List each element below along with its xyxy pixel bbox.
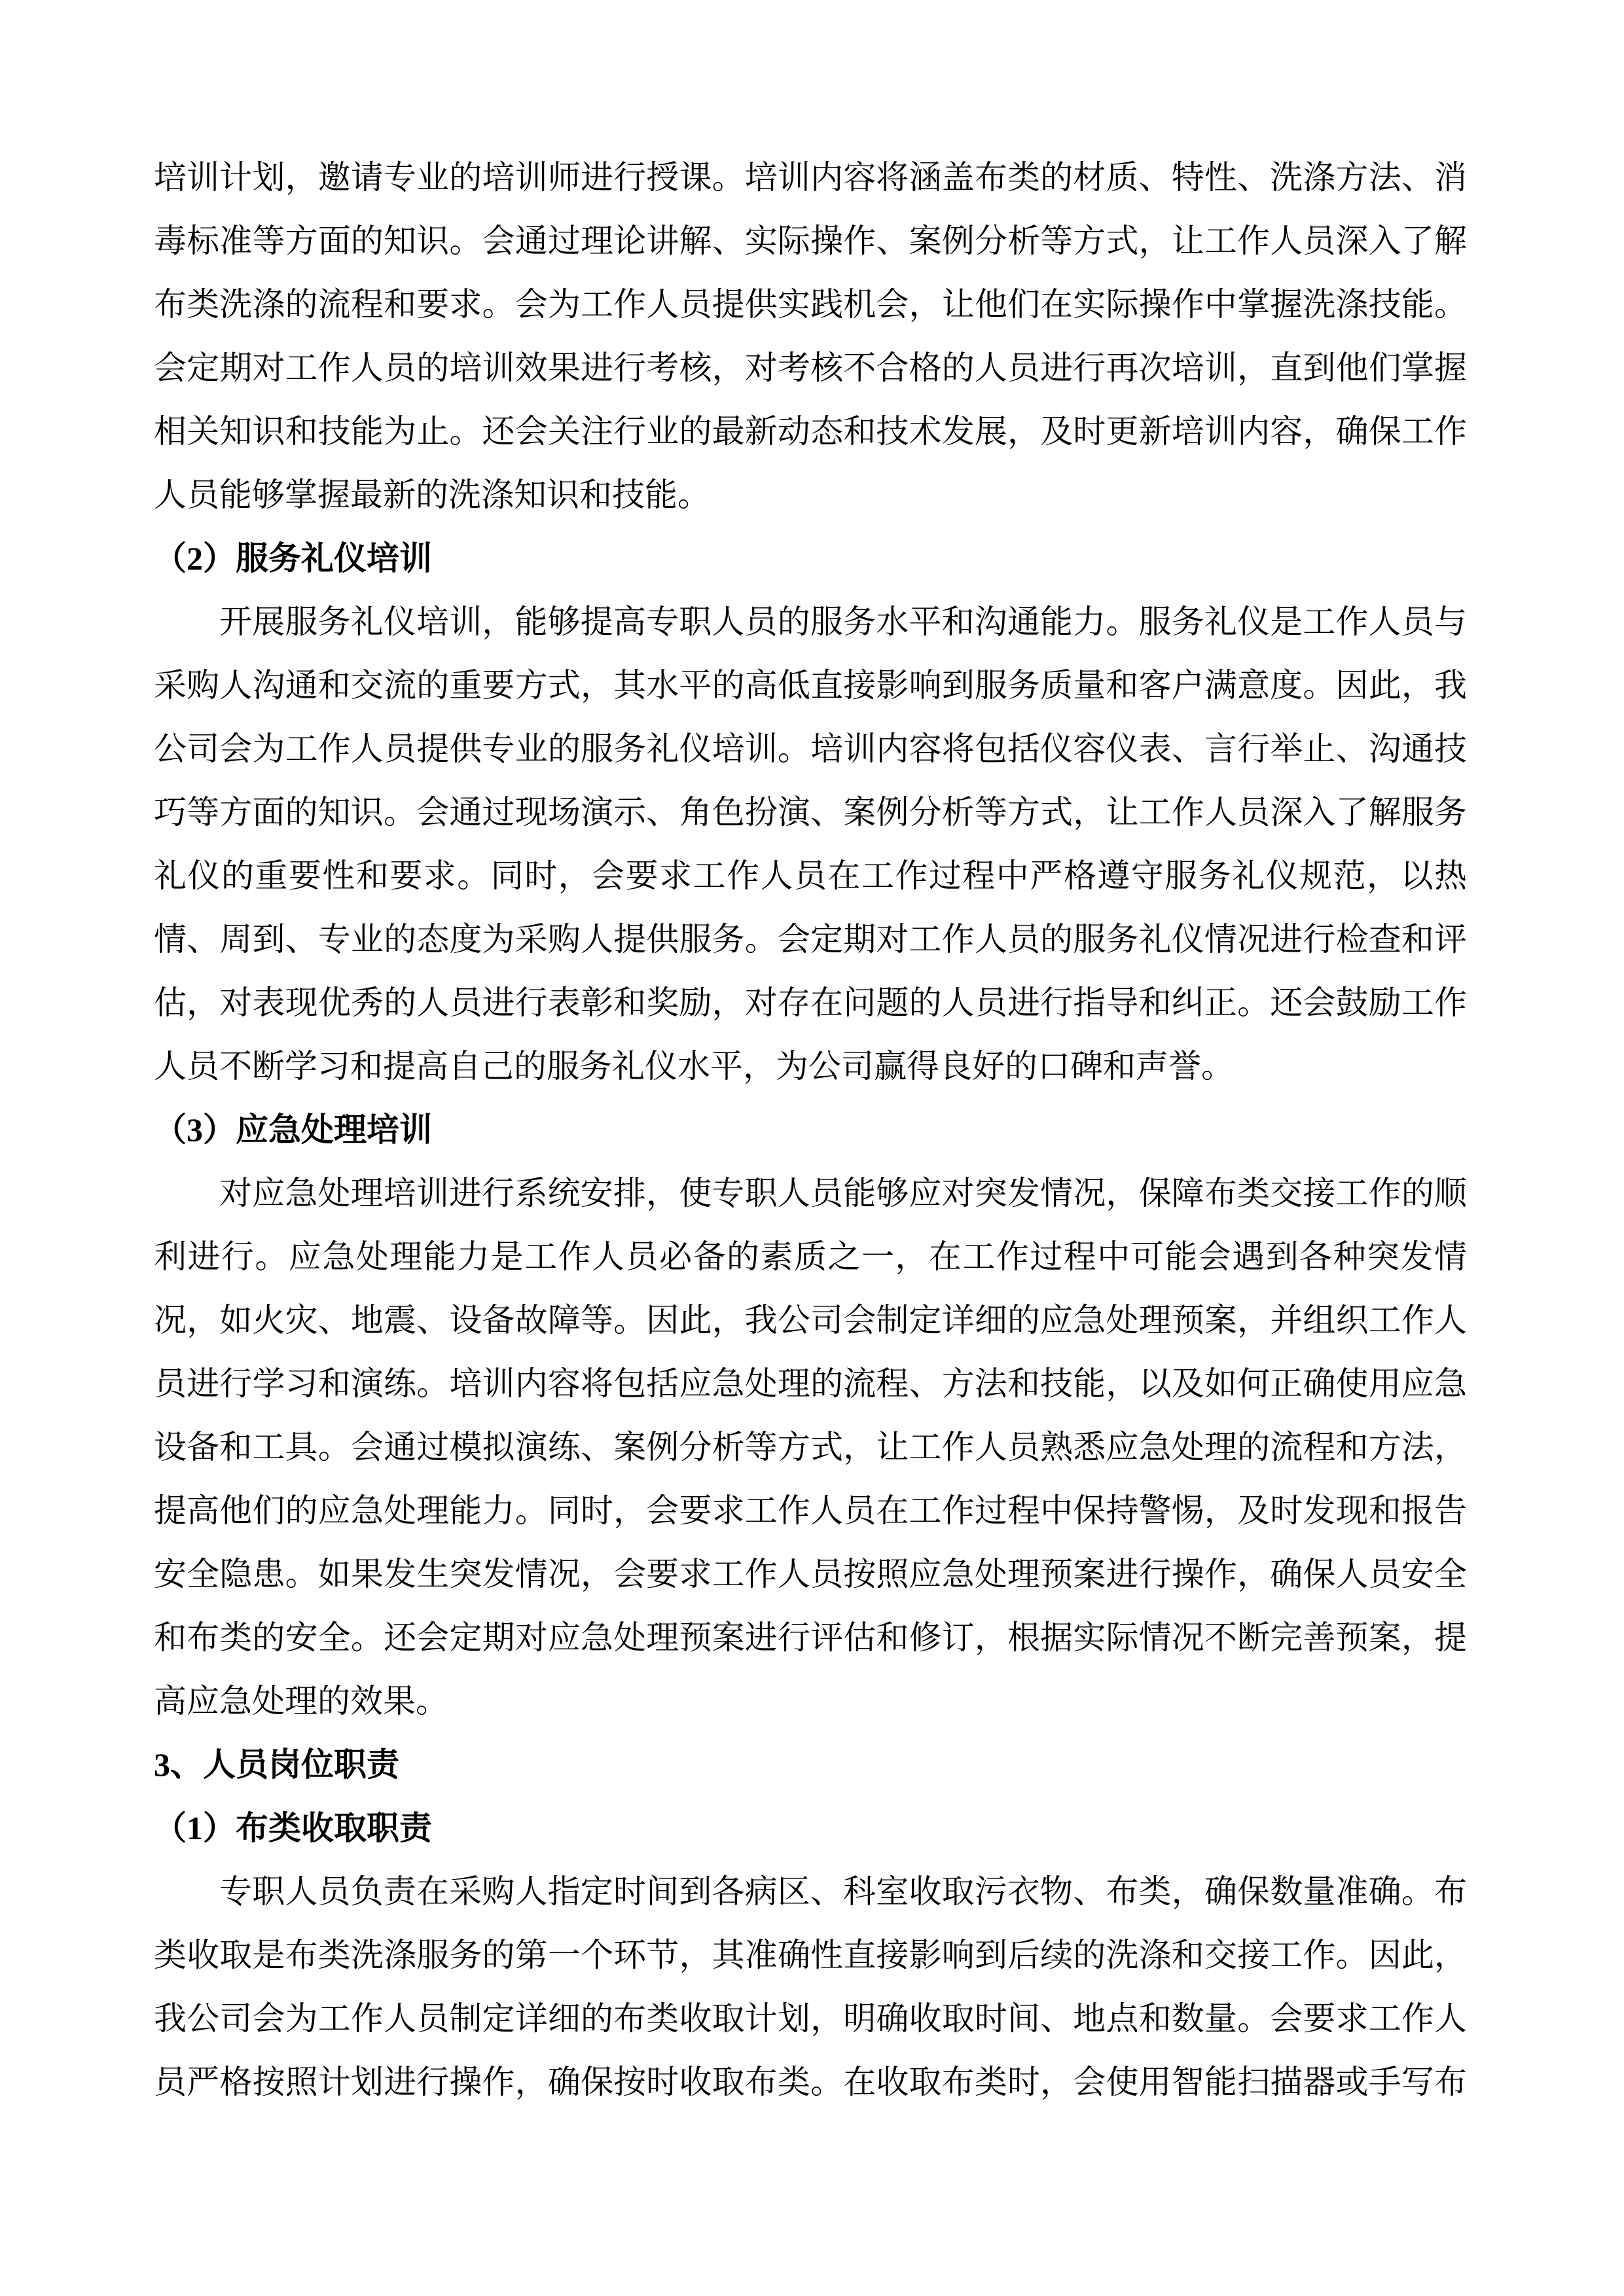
para-emergency-handling-training-line: 安全隐患。如果发生突发情况，会要求工作人员按照应急处理预案进行操作，确保人员安全 bbox=[154, 1556, 1467, 1592]
para-service-etiquette-training-line: 公司会为工作人员提供专业的服务礼仪培训。培训内容将包括仪容仪表、言行举止、沟通技 bbox=[154, 730, 1467, 767]
heading-staff-post-duties: 3、人员岗位职责 bbox=[154, 1746, 399, 1783]
para-washing-training-continued-line: 人员能够掌握最新的洗涤知识和技能。 bbox=[154, 476, 710, 513]
para-linen-collection-duty-line: 类收取是布类洗涤服务的第一个环节，其准确性直接影响到后续的洗涤和交接工作。因此， bbox=[154, 1937, 1467, 1973]
para-service-etiquette-training-line: 采购人沟通和交流的重要方式，其水平的高低直接影响到服务质量和客户满意度。因此，我 bbox=[154, 667, 1467, 704]
para-washing-training-continued-line: 毒标准等方面的知识。会通过理论讲解、实际操作、案例分析等方式，让工作人员深入了解 bbox=[154, 223, 1467, 259]
para-linen-collection-duty-line: 员严格按照计划进行操作，确保按时收取布类。在收取布类时，会使用智能扫描器或手写布 bbox=[154, 2064, 1467, 2100]
para-emergency-handling-training-line: 高应急处理的效果。 bbox=[154, 1683, 448, 1719]
para-emergency-handling-training-line: 利进行。应急处理能力是工作人员必备的素质之一，在工作过程中可能会遇到各种突发情 bbox=[154, 1238, 1467, 1275]
para-emergency-handling-training-line: 况，如火灾、地震、设备故障等。因此，我公司会制定详细的应急处理预案，并组织工作人 bbox=[154, 1302, 1467, 1338]
para-emergency-handling-training-line: 员进行学习和演练。培训内容将包括应急处理的流程、方法和技能，以及如何正确使用应急 bbox=[154, 1365, 1467, 1402]
heading-emergency-handling-training: （3）应急处理培训 bbox=[154, 1111, 432, 1148]
para-service-etiquette-training-line: 估，对表现优秀的人员进行表彰和奖励，对存在问题的人员进行指导和纠正。还会鼓励工作 bbox=[154, 984, 1467, 1021]
para-service-etiquette-training-line: 开展服务礼仪培训，能够提高专职人员的服务水平和沟通能力。服务礼仪是工作人员与 bbox=[219, 603, 1467, 640]
page-content bbox=[154, 146, 1467, 2114]
para-service-etiquette-training-line: 礼仪的重要性和要求。同时，会要求工作人员在工作过程中严格遵守服务礼仪规范，以热 bbox=[154, 857, 1467, 894]
para-linen-collection-duty-line: 我公司会为工作人员制定详细的布类收取计划，明确收取时间、地点和数量。会要求工作人 bbox=[154, 2000, 1467, 2037]
para-service-etiquette-training-line: 巧等方面的知识。会通过现场演示、角色扮演、案例分析等方式，让工作人员深入了解服务 bbox=[154, 794, 1467, 831]
para-washing-training-continued-line: 培训计划，邀请专业的培训师进行授课。培训内容将涵盖布类的材质、特性、洗涤方法、消 bbox=[154, 159, 1467, 196]
para-washing-training-continued-line: 布类洗涤的流程和要求。会为工作人员提供实践机会，让他们在实际操作中掌握洗涤技能。 bbox=[154, 286, 1467, 323]
para-service-etiquette-training-line: 情、周到、专业的态度为采购人提供服务。会定期对工作人员的服务礼仪情况进行检查和评 bbox=[154, 921, 1467, 958]
para-washing-training-continued-line: 相关知识和技能为止。还会关注行业的最新动态和技术发展，及时更新培训内容，确保工作 bbox=[154, 413, 1467, 450]
heading-service-etiquette-training: （2）服务礼仪培训 bbox=[154, 540, 432, 577]
heading-linen-collection-duty: （1）布类收取职责 bbox=[154, 1810, 432, 1846]
para-linen-collection-duty-line: 专职人员负责在采购人指定时间到各病区、科室收取污衣物、布类，确保数量准确。布 bbox=[219, 1873, 1467, 1910]
para-emergency-handling-training-line: 对应急处理培训进行系统安排，使专职人员能够应对突发情况，保障布类交接工作的顺 bbox=[219, 1175, 1467, 1211]
para-washing-training-continued-line: 会定期对工作人员的培训效果进行考核，对考核不合格的人员进行再次培训，直到他们掌握 bbox=[154, 350, 1467, 386]
para-emergency-handling-training-line: 和布类的安全。还会定期对应急处理预案进行评估和修订，根据实际情况不断完善预案，提 bbox=[154, 1619, 1467, 1656]
para-emergency-handling-training-line: 设备和工具。会通过模拟演练、案例分析等方式，让工作人员熟悉应急处理的流程和方法， bbox=[154, 1429, 1467, 1465]
para-emergency-handling-training-line: 提高他们的应急处理能力。同时，会要求工作人员在工作过程中保持警惕，及时发现和报告 bbox=[154, 1492, 1467, 1529]
para-service-etiquette-training-line: 人员不断学习和提高自己的服务礼仪水平，为公司赢得良好的口碑和声誉。 bbox=[154, 1048, 1234, 1085]
